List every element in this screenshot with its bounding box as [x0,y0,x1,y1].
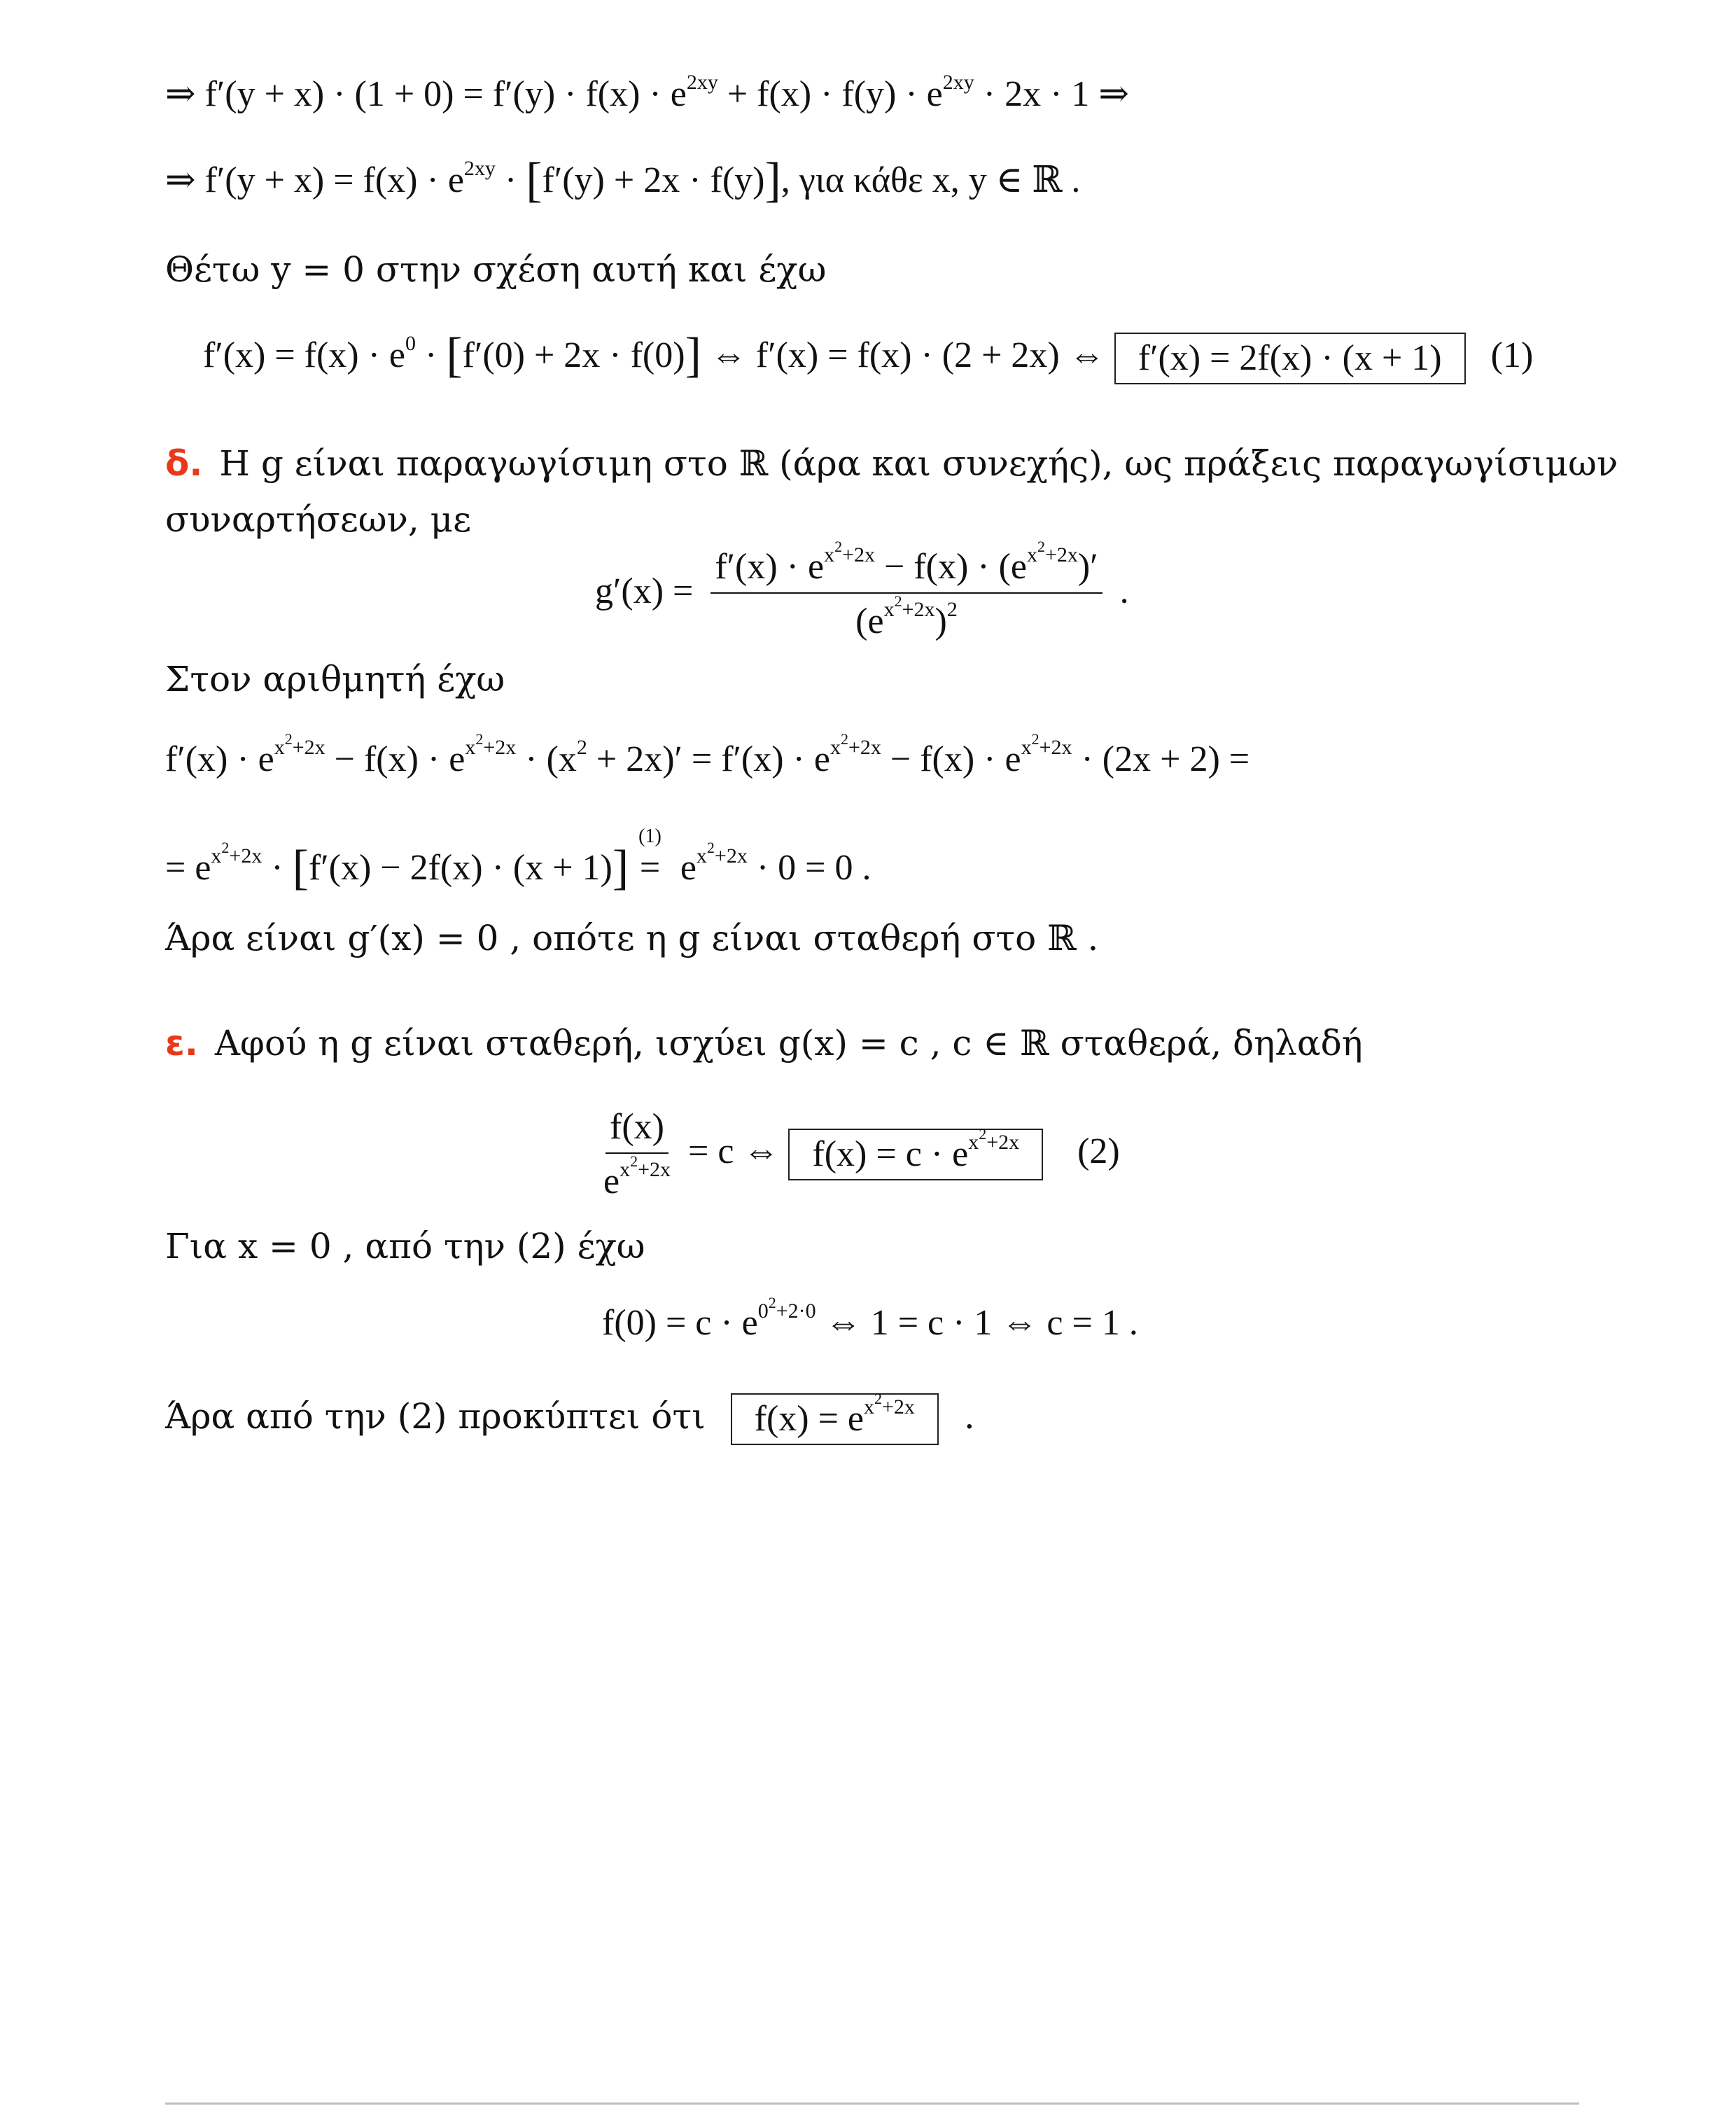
fx-over-exp-fraction: $\frac{f(x)}{e^{x^2+2x}}$ [603,1107,671,1201]
boxed-result-2: $f(x) = c \cdot e^{x^2+2x}$ [788,1129,1043,1180]
text-line-conclusion: Άρα από την (2) προκύπτει ότι $f(x) = e^{x^2+2x}$ . [165,1393,975,1445]
text-line-numerator: Στον αριθμητή έχω [165,659,505,699]
text-line-g-constant: Άρα είναι g′(x) = 0 , οπότε η g είναι σταθερή στο ℝ . [165,918,1099,958]
equation-line-1: ⇒ $f'(y + x) \cdot (1 + 0) = f'(y) \cdot f(x) \cdot e^{2xy} + f(x) \cdot f(y) \cdot e^{2xy} \cdot 2x \cdot 1$ ⇒ [165,71,1129,114]
boxed-final-result: $f(x) = e^{x^2+2x}$ [731,1393,939,1445]
equation-tag-1: (1) [1490,335,1534,375]
equation-line-7: $f(0) = c \cdot e^{0^2+2\cdot 0}$ ⇔ 1 = c · 1 ⇔ c = 1 . [602,1294,1138,1343]
text-line-x-zero: Για x = 0 , από την (2) έχω [165,1226,645,1267]
section-d-paragraph: δ. Η g είναι παραγωγίσιμη στο ℝ (άρα και συνεχής), ως πράξεις παραγωγίσιμων [165,443,1618,484]
fraction-equation-2: $\frac{f(x)}{e^{x^2+2x}}$ = c ⇔ $f(x) = c \cdot e^{x^2+2x}$ (2) [603,1107,1120,1201]
equation-tag-2: (2) [1077,1131,1120,1171]
derivative-fraction-equation: g′(x) = $\frac{f'(x) \cdot e^{x^2+2x} - f(x) \cdot (e^{x^2+2x})'}{(e^{x^2+2x})^2}$ . [595,538,1129,641]
boxed-result-1: f′(x) = 2f(x) · (x + 1) [1114,333,1466,384]
footer-divider [165,2102,1579,2105]
equation-line-6: = $e^{x^2+2x} \cdot [f'(x) - 2f(x) \cdot (x + 1)]$ (1) = $e^{x^2+2x} \cdot 0 = 0$ . [165,825,872,895]
section-label-e: ε. [165,1023,198,1064]
section-e-paragraph: ε. Αφού η g είναι σταθερή, ισχύει g(x) = c , c ∈ ℝ σταθερά, δηλαδή [165,1023,1363,1064]
equation-line-4: $f'(x) = f(x) \cdot e^0 \cdot [f'(0) + 2x \cdot f(0)]$ ⇔ f′(x) = f(x) · (2 + 2x) ⇔ f′(x) = 2f(x) · (x + 1) (1) [203,333,1533,384]
equation-line-2: ⇒ $f'(y + x) = f(x) \cdot e^{2xy} \cdot [f'(y) + 2x \cdot f(y)]$, για κάθε x, y ∈ ℝ . [165,153,1081,207]
equals-by-1: (1) = [638,825,662,888]
equation-line-5: $f'(x) \cdot e^{x^2+2x} - f(x) \cdot e^{x^2+2x} \cdot (x^2 + 2x)' = f'(x) \cdot e^{x^2+2x} - f(x) \cdot e^{x^2+2x} \cdot (2x + 2)$ = [165,730,1250,779]
section-label-d: δ. [165,443,203,484]
section-d-paragraph-cont: συναρτήσεων, με [165,499,472,540]
derivative-fraction: $\frac{f'(x) \cdot e^{x^2+2x} - f(x) \cdot (e^{x^2+2x})'}{(e^{x^2+2x})^2}$ [710,546,1102,643]
text-line-set-y: Θέτω y = 0 στην σχέση αυτή και έχω [165,249,827,290]
